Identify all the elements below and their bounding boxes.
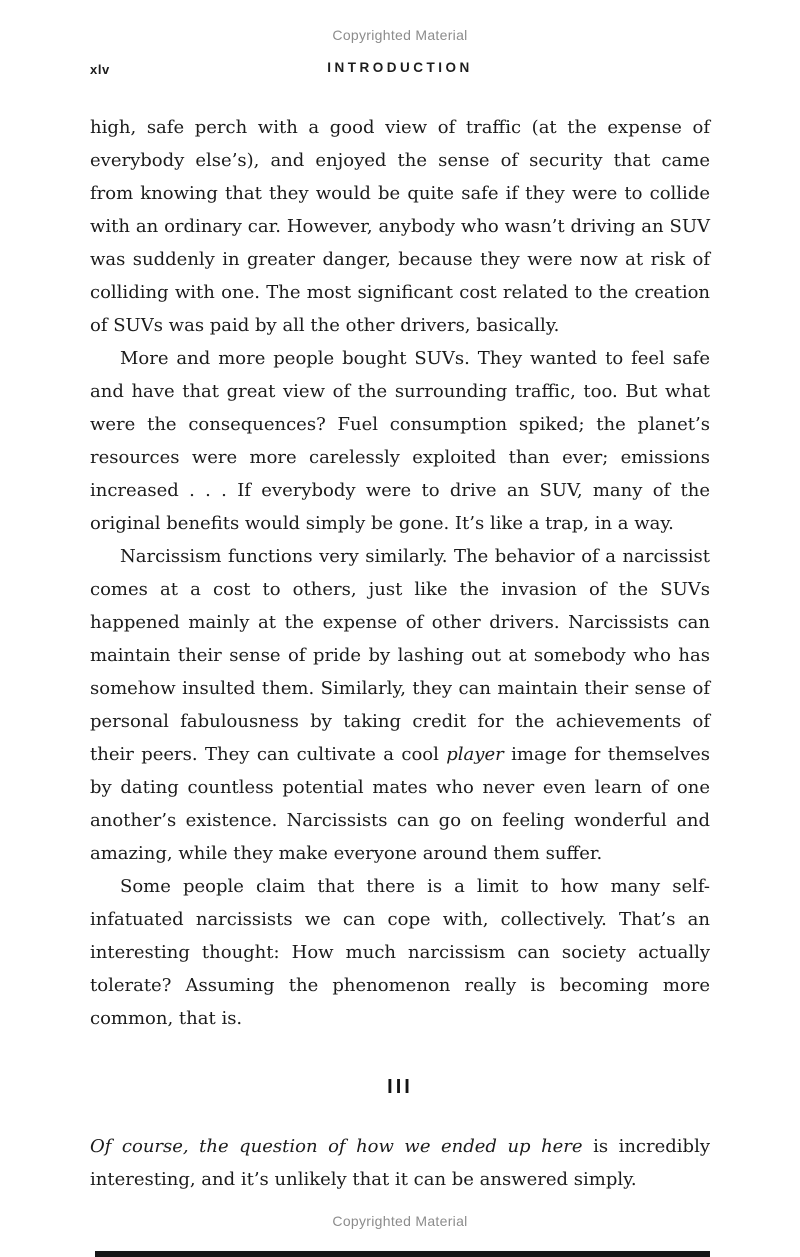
page-number: xlv	[90, 62, 110, 77]
page-edge-bar	[95, 1251, 710, 1257]
paragraph-question	[90, 1130, 710, 1196]
body-text	[90, 111, 710, 1196]
copyright-notice-bottom: Copyrighted Material	[332, 1213, 468, 1229]
paragraph-text: is incredibly interesting, and it’s unlikely that it can be answered simply.	[90, 1136, 711, 1190]
running-head: INTRODUCTION	[327, 60, 473, 75]
page-header	[90, 60, 710, 78]
paragraph-limit: Some people claim that there is a limit to how many self-infatuated narcissists we can cope with, collectively. That’s an interesting thought: How much narcissism can society actually tolerate? Assuming the phenomenon really is becoming more common, that is.	[90, 876, 710, 1029]
italic-word: player	[446, 744, 504, 765]
copyright-notice-top: Copyrighted Material	[332, 27, 468, 43]
paragraph-text: image for themselves by dating countless potential mates who never even learn of one another’s existence. Narcissists can go on feeling wonderful and amazing, while they make everyone around them suffer.	[90, 744, 710, 864]
paragraph-narcissism	[90, 540, 710, 870]
paragraph-text: Narcissism functions very similarly. The behavior of a narcissist comes at a cost to others, just like the invasion of the SUVs happened mainly at the expense of other drivers. Narcissists can maintain their sense of pride by lashing out at somebody who has somehow insulted them. Similarly, they can maintain their sense of personal fabulousness by taking credit for the achievements of their peers. They can cultivate a cool	[90, 546, 710, 765]
paragraph-more-suvs: More and more people bought SUVs. They wanted to feel safe and have that great view of the surrounding traffic, too. But what were the consequences? Fuel consumption spiked; the planet’s resources were more carelessly exploited than ever; emissions increased . . . If everybody were to drive an SUV, many of the original benefits would simply be gone. It’s like a trap, in a way.	[90, 348, 710, 534]
paragraph-suv-perch: high, safe perch with a good view of traffic (at the expense of everybody else’s), and enjoyed the sense of security that came from knowing that they would be quite safe if they were to collide with an ordinary car. However, anybody who wasn’t driving an SUV was suddenly in greater danger, because they were now at risk of colliding with one. The most significant cost related to the creation of SUVs was paid by all the other drivers, basically.	[90, 117, 710, 336]
italic-lead: Of course, the question of how we ended up here	[90, 1136, 583, 1157]
section-marker: III	[387, 1076, 413, 1098]
